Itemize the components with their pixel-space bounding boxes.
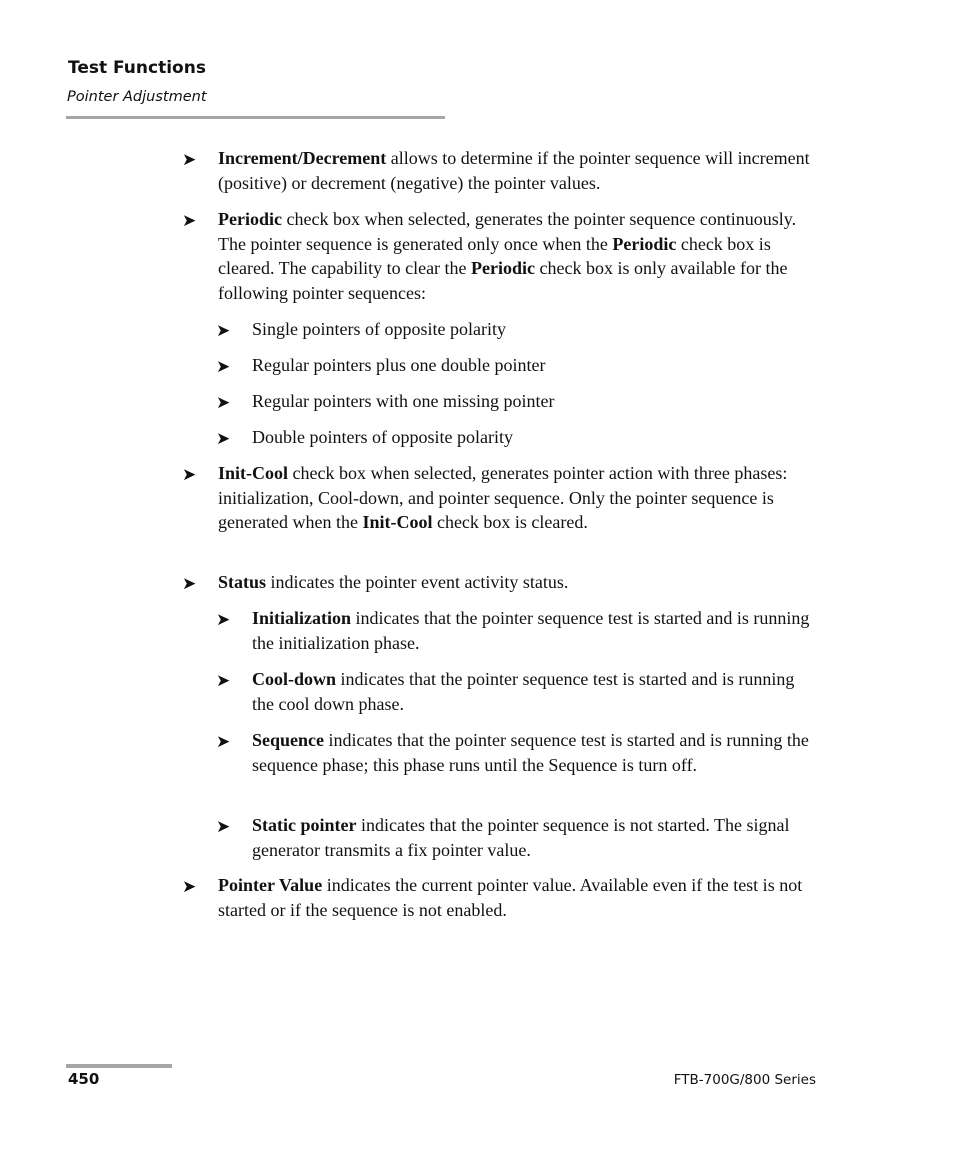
term: Increment/Decrement — [218, 148, 387, 168]
description: check box is only available for the following pointer sequences: — [218, 258, 788, 303]
description: Double pointers of opposite polarity — [252, 427, 513, 447]
section-title: Test Functions — [68, 58, 206, 78]
description: indicates that the pointer sequence is not started. The signal generator transmits a fix pointer value. — [252, 815, 790, 860]
list-item — [216, 813, 818, 862]
arrowhead-bullet-icon: ➤ — [216, 610, 231, 630]
description: Regular pointers with one missing pointer — [252, 391, 555, 411]
description: indicates the pointer event activity status. — [266, 572, 569, 592]
page-number: 450 — [68, 1070, 100, 1088]
arrowhead-bullet-icon: ➤ — [216, 732, 231, 752]
description: Single pointers of opposite polarity — [252, 319, 506, 339]
list-item — [216, 606, 818, 655]
list-item — [182, 570, 818, 595]
term: Init-Cool — [218, 463, 289, 483]
description: check box is cleared. The capability to clear the — [218, 233, 771, 278]
arrowhead-bullet-icon: ➤ — [216, 429, 231, 449]
term: Cool-down — [252, 669, 337, 689]
description: indicates that the pointer sequence test is started and is running the cool down phase. — [252, 669, 795, 714]
term: Sequence — [252, 730, 324, 750]
term: Periodic — [612, 233, 677, 254]
list-item — [182, 146, 818, 195]
term: Status — [218, 572, 267, 592]
description: check box is cleared. — [432, 512, 588, 532]
arrowhead-bullet-icon: ➤ — [216, 393, 231, 413]
footer-divider — [66, 1064, 172, 1068]
term: Periodic — [471, 258, 536, 278]
arrowhead-bullet-icon: ➤ — [182, 465, 197, 485]
list-item — [182, 207, 818, 305]
arrowhead-bullet-icon: ➤ — [182, 150, 197, 170]
description: allows to determine if the pointer sequence will increment (positive) or decrement (negative) the pointer values. — [218, 148, 810, 193]
arrowhead-bullet-icon: ➤ — [182, 877, 197, 897]
list-item — [216, 353, 818, 378]
list-item — [216, 425, 818, 450]
list-item — [216, 728, 818, 777]
arrowhead-bullet-icon: ➤ — [216, 817, 231, 837]
term: Init-Cool — [362, 512, 433, 532]
arrowhead-bullet-icon: ➤ — [182, 574, 197, 594]
section-subtitle: Pointer Adjustment — [67, 89, 207, 105]
header-divider — [66, 116, 445, 119]
description: indicates that the pointer sequence test is started and is running the sequence phase; this phase runs until the Sequence is turn off. — [252, 730, 809, 775]
term: Periodic — [218, 209, 282, 229]
list-item — [182, 873, 818, 922]
description: check box when selected, generates the pointer sequence continuously. The pointer sequence is generated only once when the — [218, 209, 797, 254]
list-item — [182, 461, 818, 535]
arrowhead-bullet-icon: ➤ — [182, 211, 197, 231]
list-item — [216, 667, 818, 716]
description: indicates the current pointer value. Available even if the test is not started or if the sequence is not enabled. — [218, 875, 803, 920]
term: Static pointer — [252, 815, 357, 835]
arrowhead-bullet-icon: ➤ — [216, 671, 231, 691]
product-series: FTB-700G/800 Series — [673, 1072, 816, 1088]
list-item — [216, 317, 818, 342]
arrowhead-bullet-icon: ➤ — [216, 357, 231, 377]
term: Initialization — [252, 608, 352, 628]
description: check box when selected, generates pointer action with three phases: initialization, Cool-down, and pointer sequence. Only the pointer sequence is generated when the — [218, 463, 788, 532]
list-item — [216, 389, 818, 414]
term: Pointer Value — [218, 875, 323, 895]
description: Regular pointers plus one double pointer — [252, 355, 546, 375]
arrowhead-bullet-icon: ➤ — [216, 321, 231, 341]
description: indicates that the pointer sequence test is started and is running the initialization phase. — [252, 608, 810, 653]
